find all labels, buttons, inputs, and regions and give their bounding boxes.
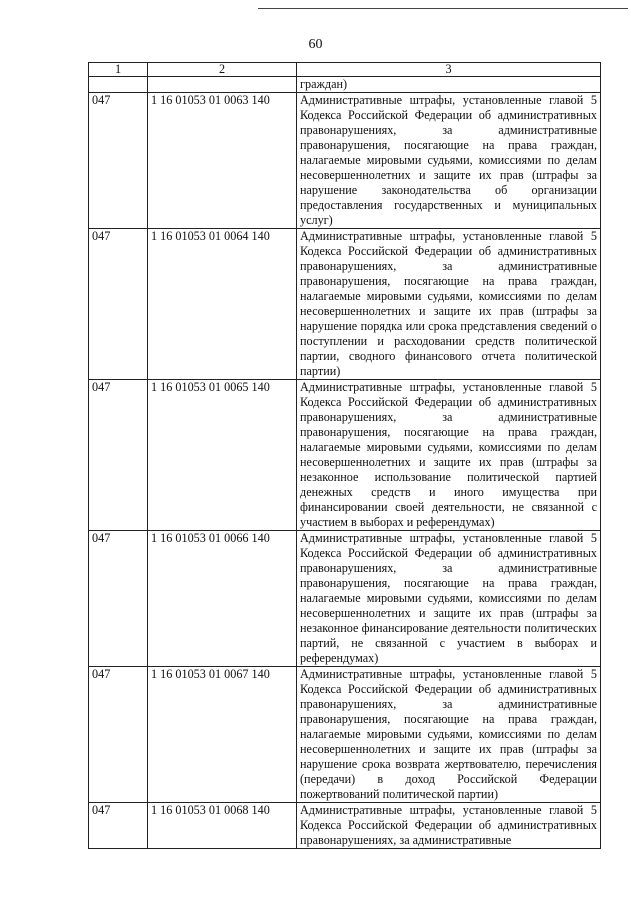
column-header-3: 3 xyxy=(297,63,601,77)
income-description: Административные штрафы, установленные главой 5 Кодекса Российской Федерации об административных правонарушениях, за административные правонарушения, посягающие на права граждан, налагаемые мировыми судьями, комиссиями по делам несовершеннолетних и защите их прав (штрафы за нарушение срока возврата жертвователю, перечисления (передачи) в доход Российской Федерации пожертвований политической партии) xyxy=(297,667,601,803)
admin-code: 047 xyxy=(89,93,148,229)
page-number: 60 xyxy=(308,37,323,52)
table-row xyxy=(89,531,601,667)
budget-code: 1 16 01053 01 0067 140 xyxy=(148,667,297,803)
admin-code: 047 xyxy=(89,803,148,849)
budget-code: 1 16 01053 01 0065 140 xyxy=(148,380,297,531)
table-row xyxy=(89,229,601,380)
table-row xyxy=(89,380,601,531)
continuation-text: граждан) xyxy=(297,77,601,93)
top-rule xyxy=(258,8,628,9)
income-description: Административные штрафы, установленные главой 5 Кодекса Российской Федерации об административных правонарушениях, за административные правонарушения, посягающие на права граждан, налагаемые мировыми судьями, комиссиями по делам несовершеннолетних и защите их прав (штрафы за нарушение законодательства об организации предоставления государственных и муниципальных услуг) xyxy=(297,93,601,229)
table-header xyxy=(89,63,601,77)
income-description: Административные штрафы, установленные главой 5 Кодекса Российской Федерации об административных правонарушениях, за административные правонарушения, посягающие на права граждан, налагаемые мировыми судьями, комиссиями по делам несовершеннолетних и защите их прав (штрафы за незаконное использование политической партией денежных средств и иного имущества при финансировании своей деятельности, не связанной с участием в выборах и референдумах) xyxy=(297,380,601,531)
table-row xyxy=(89,667,601,803)
admin-code: 047 xyxy=(89,380,148,531)
budget-codes-table xyxy=(88,62,601,849)
column-header-2: 2 xyxy=(148,63,297,77)
income-description: Административные штрафы, установленные главой 5 Кодекса Российской Федерации об административных правонарушениях, за административные правонарушения, посягающие на права граждан, налагаемые мировыми судьями, комиссиями по делам несовершеннолетних и защите их прав (штрафы за незаконное финансирование деятельности политических партий, не связанной с участием в выборах и референдумах) xyxy=(297,531,601,667)
continuation-row xyxy=(89,77,601,93)
budget-code: 1 16 01053 01 0066 140 xyxy=(148,531,297,667)
admin-code: 047 xyxy=(89,229,148,380)
admin-code: 047 xyxy=(89,531,148,667)
column-header-1: 1 xyxy=(89,63,148,77)
budget-code: 1 16 01053 01 0064 140 xyxy=(148,229,297,380)
budget-code: 1 16 01053 01 0063 140 xyxy=(148,93,297,229)
table-row xyxy=(89,93,601,229)
income-description: Административные штрафы, установленные главой 5 Кодекса Российской Федерации об административных правонарушениях, за административные правонарушения, посягающие на права граждан, налагаемые мировыми судьями, комиссиями по делам несовершеннолетних и защите их прав (штрафы за нарушение порядка или срока представления сведений о поступлении и расходовании средств политической партии, сводного финансового отчета политической партии) xyxy=(297,229,601,380)
budget-code: 1 16 01053 01 0068 140 xyxy=(148,803,297,849)
income-description: Административные штрафы, установленные главой 5 Кодекса Российской Федерации об административных правонарушениях, за административные xyxy=(297,803,601,849)
admin-code: 047 xyxy=(89,667,148,803)
table-row xyxy=(89,803,601,849)
